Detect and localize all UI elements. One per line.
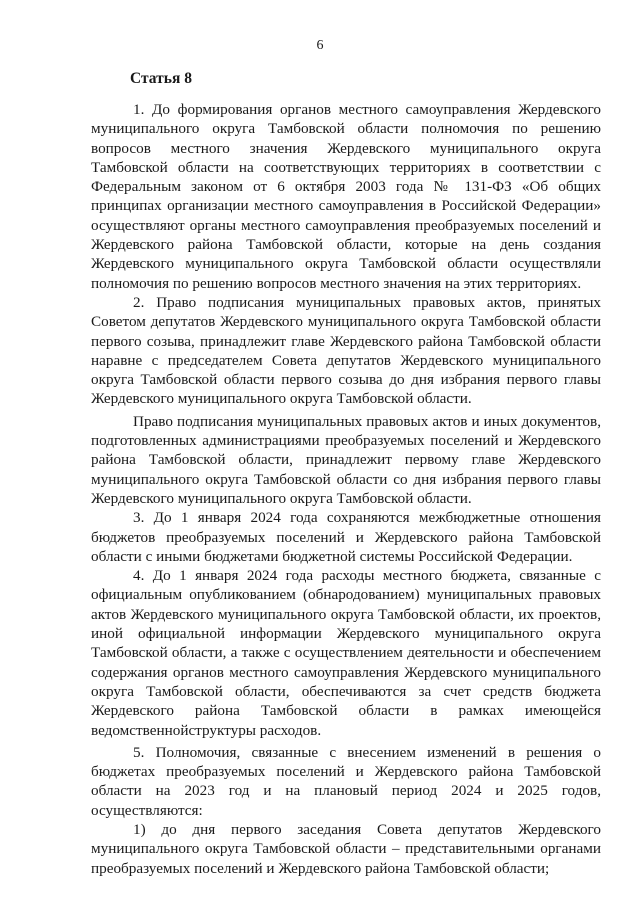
page-number: 6: [316, 38, 324, 53]
paragraph-4: 3. До 1 января 2024 года сохраняются межбюджетные отношения бюджетов преобразуемых поселений и Жердевского района Тамбовской области с иными бюджетами бюджетной системы Российской Федерации.: [91, 509, 601, 565]
paragraph-1: 1. До формирования органов местного самоуправления Жердевского муниципального округа Тамбовской области полномочия по решению вопросов местного значения Жердевского муниципального округа Тамбовской области на соответствующих территориях в соответствии с Федеральным законом от 6 октября 2003 года № 131-ФЗ «Об общих принципах организации местного самоуправления в Российской Федерации» осуществляют органы местного самоуправления преобразуемых поселений и Жердевского района Тамбовской области, которые на день создания Жердевского муниципального округа Тамбовской области осуществляли полномочия по решению вопросов местного значения на этих территориях.: [91, 101, 601, 292]
paragraph-2: 2. Право подписания муниципальных правовых актов, принятых Советом депутатов Жердевского муниципального округа Тамбовской области первого созыва, принадлежит главе Жердевского района Тамбовской области наравне с председателем Совета депутатов Жердевского муниципального округа Тамбовской области первого созыва до дня избрания первого главы Жердевского муниципального округа Тамбовской области.: [91, 293, 601, 408]
document-body: [91, 100, 601, 878]
paragraph-5: 4. До 1 января 2024 года расходы местного бюджета, связанные с официальным опубликованием (обнародованием) муниципальных правовых актов Жердевского муниципального округа Тамбовской области, их проектов, иной официальной информации Жердевского муниципального округа Тамбовской области, а также с осуществлением деятельности и обеспечением содержания органов местного самоуправления Жердевского муниципального округа Тамбовской области, обеспечиваются за счет средств бюджета Жердевского района Тамбовской области в рамках имеющейся ведомственнойструктуры расходов.: [91, 567, 601, 739]
paragraph-7: 1) до дня первого заседания Совета депутатов Жердевского муниципального округа Тамбовской области – представительными органами преобразуемых поселений и Жердевского района Тамбовской области;: [91, 820, 601, 877]
paragraph-6: 5. Полномочия, связанные с внесением изменений в решения о бюджетах преобразуемых поселений и Жердевского района Тамбовской области на 2023 год и на плановый период 2024 и 2025 годов, осуществляются:: [91, 743, 601, 819]
article-heading: Статья 8: [130, 70, 192, 87]
paragraph-3: Право подписания муниципальных правовых актов и иных документов, подготовленных администрациями преобразуемых поселений и Жердевского района Тамбовской области, принадлежит первому главе Жердевского муниципального округа Тамбовской области со дня избрания первого главы Жердевского муниципального округа Тамбовской области.: [91, 412, 601, 507]
